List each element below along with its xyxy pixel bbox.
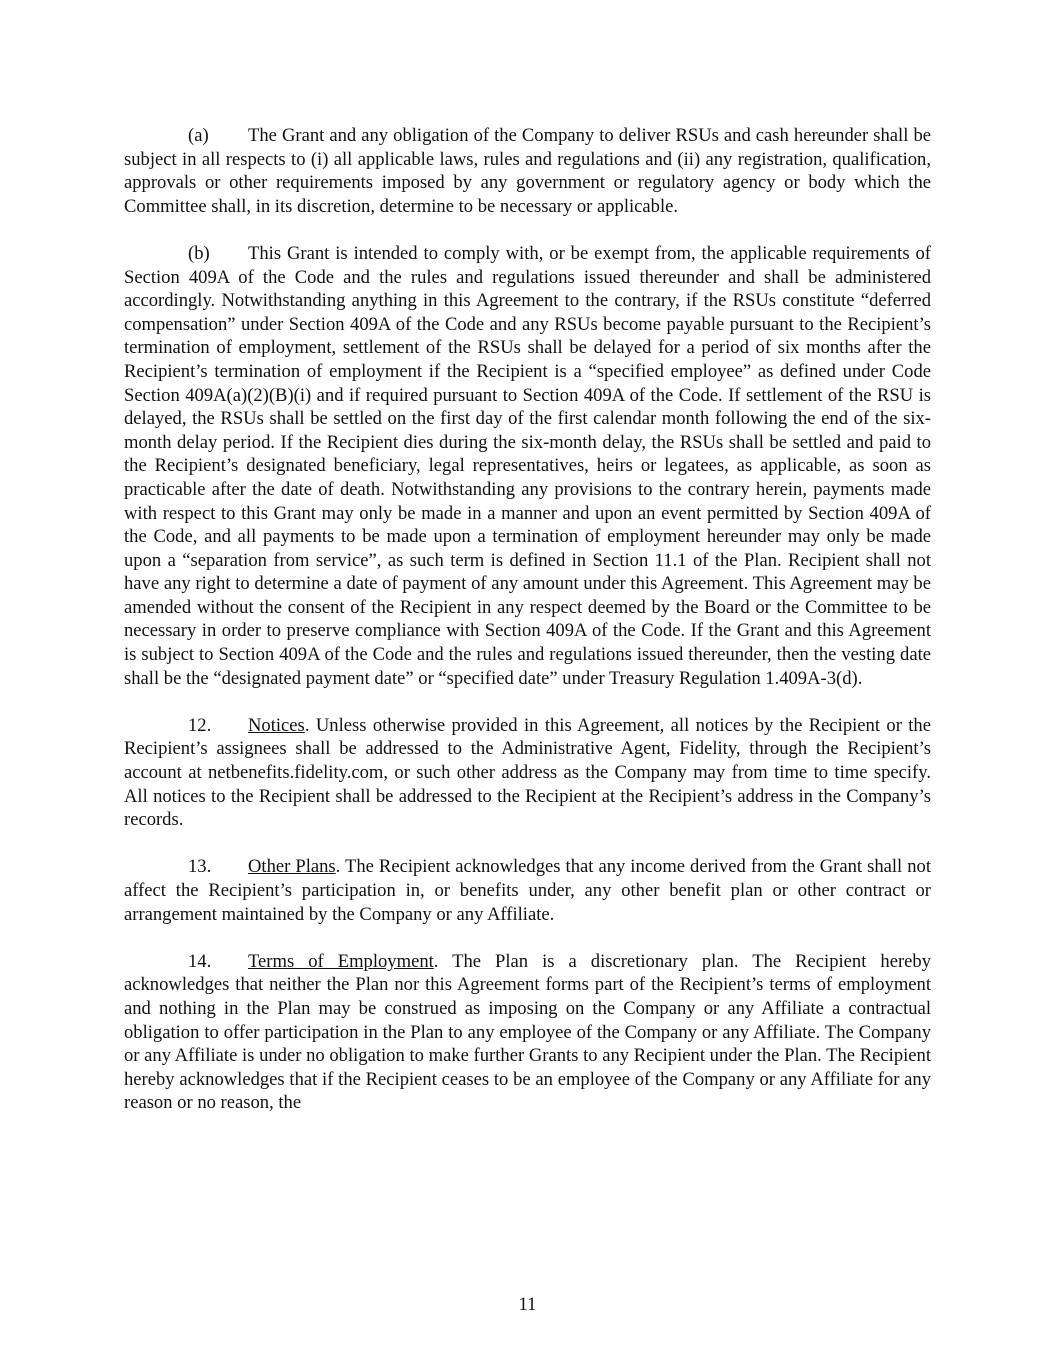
section-number: 13.	[188, 856, 212, 878]
section-13-other-plans	[124, 855, 931, 926]
section-number: 14.	[188, 950, 212, 972]
paragraph-label: (b)	[188, 242, 210, 264]
section-heading: Terms of Employment	[248, 950, 434, 972]
section-text: . Unless otherwise provided in this Agreement, all notices by the Recipient or the Recipient’s assignees shall be addressed to the Administrative Agent, Fidelity, through the Recipient’s account at netbenefits.fidelity.com, or such other address as the Company may from time to time specify. All notices to the Recipient shall be addressed to the Recipient at the Recipient’s address in the Company’s records.	[124, 714, 931, 831]
page-number: 11	[518, 1294, 537, 1315]
paragraph-text: This Grant is intended to comply with, or be exempt from, the applicable requirements of Section 409A of the Code and the rules and regulations issued thereunder and shall be administered accordingly. Notwithstanding anything in this Agreement to the contrary, if the RSUs constitute “deferred compensation” under Section 409A of the Code and any RSUs become payable pursuant to the Recipient’s termination of employment, settlement of the RSUs shall be delayed for a period of six months after the Recipient’s termination of employment if the Recipient is a “specified employee” as defined under Code Section 409A(a)(2)(B)(i) and if required pursuant to Section 409A of the Code. If settlement of the RSU is delayed, the RSUs shall be settled on the first day of the first calendar month following the end of the six-month delay period. If the Recipient dies during the six-month delay, the RSUs shall be settled and paid to the Recipient’s designated beneficiary, legal representatives, heirs or legatees, as applicable, as soon as practicable after the date of death. Notwithstanding any provisions to the contrary herein, payments made with respect to this Grant may only be made in a manner and upon an event permitted by Section 409A of the Code, and all payments to be made upon a termination of employment hereunder may only be made upon a “separation from service”, as such term is defined in Section 11.1 of the Plan. Recipient shall not have any right to determine a date of payment of any amount under this Agreement. This Agreement may be amended without the consent of the Recipient in any respect deemed by the Board or the Committee to be necessary in order to preserve compliance with Section 409A of the Code. If the Grant and this Agreement is subject to Section 409A of the Code and the rules and regulations issued thereunder, then the vesting date shall be the “designated payment date” or “specified date” under Treasury Regulation 1.409A-3(d).	[124, 242, 931, 689]
section-14-terms-of-employment	[124, 950, 931, 1115]
section-12-notices	[124, 714, 931, 832]
section-text: . The Plan is a discretionary plan. The Recipient hereby acknowledges that neither the Plan nor this Agreement forms part of the Recipient’s terms of employment and nothing in the Plan may be construed as imposing on the Company or any Affiliate a contractual obligation to offer participation in the Plan to any employee of the Company or any Affiliate. The Company or any Affiliate is under no obligation to make further Grants to any Recipient under the Plan. The Recipient hereby acknowledges that if the Recipient ceases to be an employee of the Company or any Affiliate for any reason or no reason, the	[124, 950, 931, 1114]
paragraph-a	[124, 124, 931, 218]
document-page	[124, 124, 931, 1139]
section-text: . The Recipient acknowledges that any income derived from the Grant shall not affect the Recipient’s participation in, or benefits under, any other benefit plan or other contract or arrangement maintained by the Company or any Affiliate.	[124, 856, 931, 925]
paragraph-b	[124, 242, 931, 690]
section-number: 12.	[188, 714, 212, 736]
paragraph-text: The Grant and any obligation of the Company to deliver RSUs and cash hereunder shall be subject in all respects to (i) all applicable laws, rules and regulations and (ii) any registration, qualification, approvals or other requirements imposed by any government or regulatory agency or body which the Committee shall, in its discretion, determine to be necessary or applicable.	[124, 125, 931, 217]
section-heading: Notices	[248, 714, 305, 736]
section-heading: Other Plans	[248, 856, 336, 878]
paragraph-label: (a)	[188, 125, 209, 146]
